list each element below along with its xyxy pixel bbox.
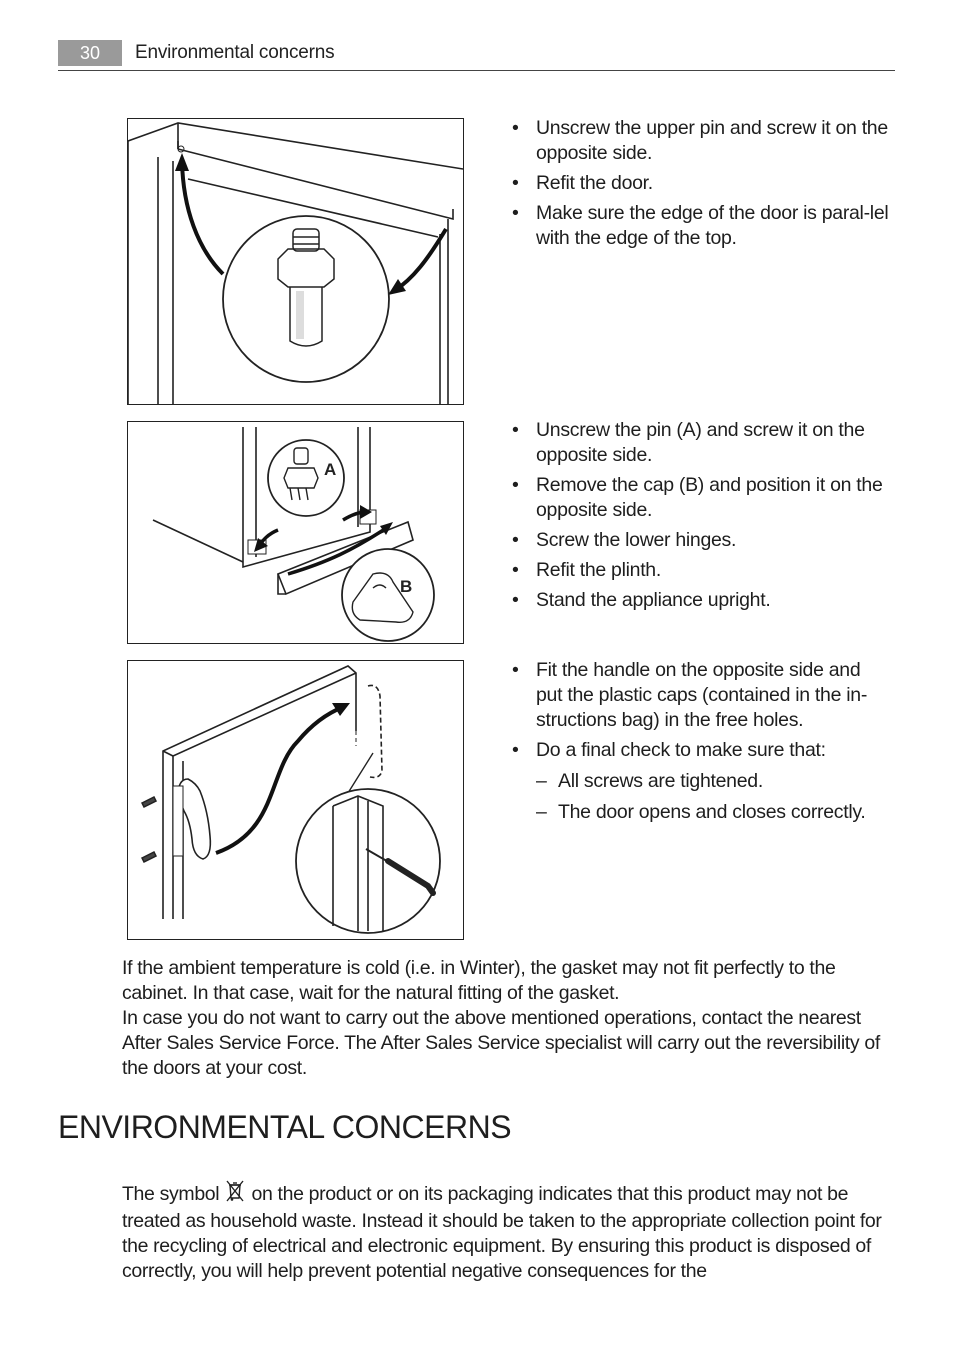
list-item: • Refit the door. bbox=[512, 172, 653, 194]
list-item: • Make sure the edge of the door is paral-lel with the edge of the top. bbox=[512, 202, 889, 249]
list-item: • Unscrew the pin (A) and screw it on the opposite side. bbox=[512, 419, 865, 466]
dash-icon: – bbox=[536, 770, 547, 792]
final-check-list bbox=[536, 769, 890, 825]
list-item: – The door opens and closes correctly. bbox=[536, 801, 866, 823]
lower-hinge-illustration bbox=[128, 422, 463, 643]
list-item: • Refit the plinth. bbox=[512, 559, 661, 581]
list-item: • Fit the handle on the opposite side and put the plastic caps (contained in the in-structions bag) in the free holes. bbox=[512, 659, 868, 731]
handle-illustration bbox=[128, 661, 463, 939]
section-heading: ENVIRONMENTAL CONCERNS bbox=[58, 1109, 512, 1145]
bullet-icon: • bbox=[512, 117, 519, 139]
figure-handle bbox=[127, 660, 464, 940]
upper-pin-illustration bbox=[128, 119, 463, 404]
steps-lower-hinge bbox=[510, 418, 890, 618]
list-item: • Remove the cap (B) and position it on the opposite side. bbox=[512, 474, 883, 521]
steps-upper-pin bbox=[510, 116, 890, 256]
steps-handle bbox=[510, 658, 890, 831]
bullet-icon: • bbox=[512, 172, 519, 194]
bullet-icon: • bbox=[512, 529, 519, 551]
bullet-icon: • bbox=[512, 559, 519, 581]
label-a: A bbox=[324, 460, 337, 479]
bullet-icon: • bbox=[512, 589, 519, 611]
environmental-paragraph: The symbol on the product or on its packaging indicates that this product may not be treated as household waste. Instead it should be taken to the appropriate collection point for the recycling of electrical and electronic equipment. By ensuring this product is disposed of correctly, you will help prevent potential negative consequences for the bbox=[122, 1180, 887, 1284]
crossed-out-wheelie-bin-icon bbox=[226, 1180, 244, 1209]
bullet-icon: • bbox=[512, 419, 519, 441]
figure-lower-hinge bbox=[127, 421, 464, 644]
bullet-icon: • bbox=[512, 474, 519, 496]
bullet-icon: • bbox=[512, 202, 519, 224]
bullet-icon: • bbox=[512, 739, 519, 761]
list-item: • Unscrew the upper pin and screw it on the opposite side. bbox=[512, 117, 888, 164]
list-item: • Screw the lower hinges. bbox=[512, 529, 737, 551]
service-note-paragraph: In case you do not want to carry out the above mentioned operations, contact the nearest After Sales Service Force. The After Sales Service specialist will carry out the reversibility of the doors at your cost. bbox=[122, 1007, 880, 1079]
page-number: 30 bbox=[58, 40, 122, 66]
bullet-icon: • bbox=[512, 659, 519, 681]
list-item: – All screws are tightened. bbox=[536, 770, 763, 792]
figure-upper-pin bbox=[127, 118, 464, 405]
label-b: B bbox=[400, 577, 413, 596]
list-item: • Do a final check to make sure that: – All screws are tightened. – The door opens and closes correctly. bbox=[510, 738, 890, 825]
dash-icon: – bbox=[536, 801, 547, 823]
list-item: • Stand the appliance upright. bbox=[512, 589, 771, 611]
header-divider bbox=[58, 70, 895, 71]
running-header-title: Environmental concerns bbox=[135, 42, 335, 63]
gasket-note-paragraph: If the ambient temperature is cold (i.e. in Winter), the gasket may not fit perfectly to the cabinet. In that case, wait for the natural fitting of the gasket. bbox=[122, 957, 836, 1004]
